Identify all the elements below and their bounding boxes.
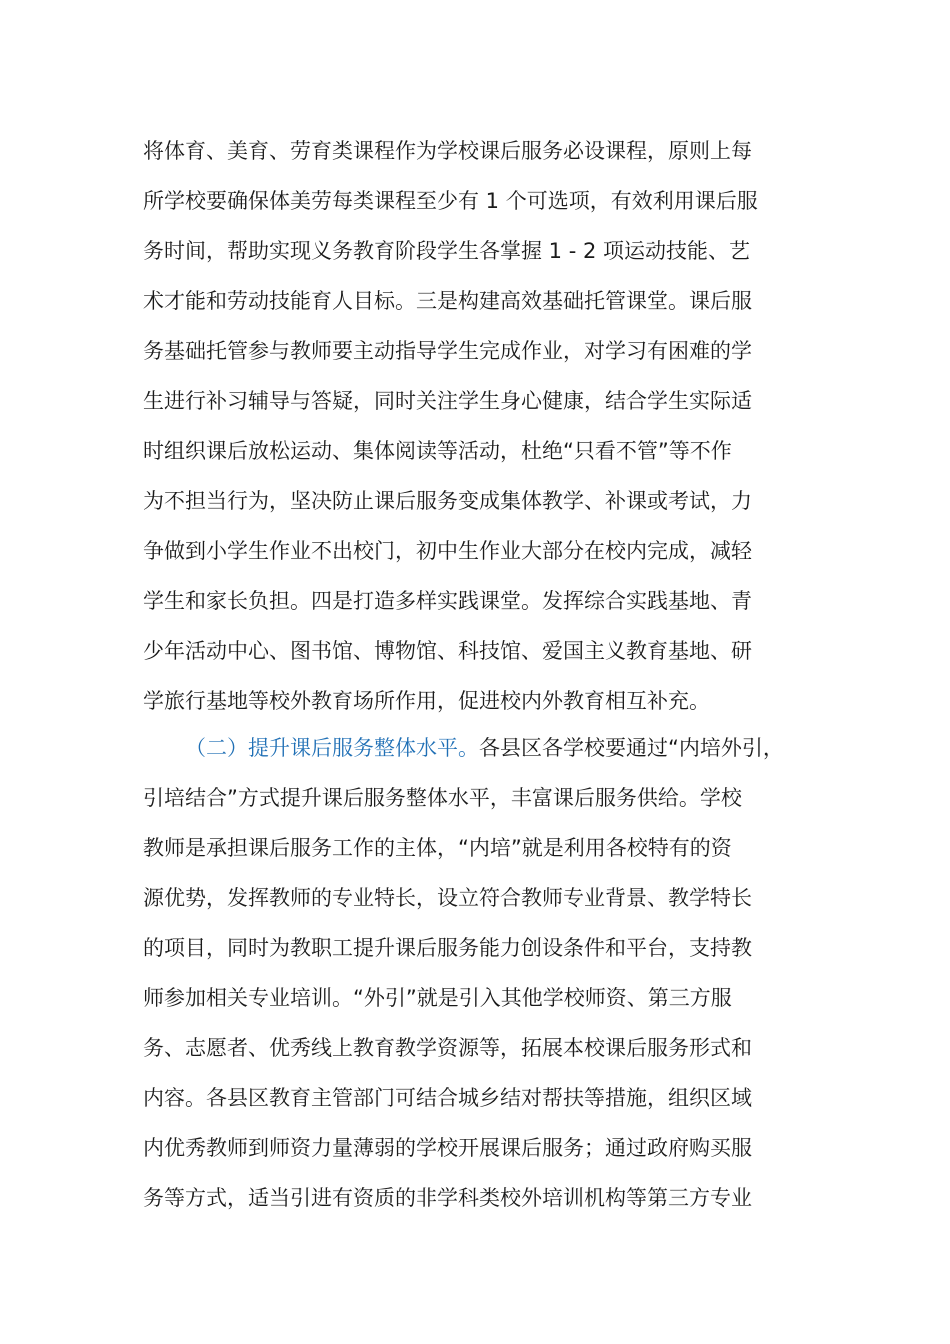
paragraph-line: 务、志愿者、优秀线上教育教学资源等，拓展本校课后服务形式和 xyxy=(143,1036,752,1060)
paragraph-line: 为不担当行为，坚决防止课后服务变成集体教学、补课或考试，力 xyxy=(143,489,752,513)
section-heading: （二）提升课后服务整体水平。 xyxy=(185,736,479,760)
paragraph-line: 时组织课后放松运动、集体阅读等活动，杜绝“只看不管”等不作 xyxy=(143,439,732,463)
paragraph-line: 源优势，发挥教师的专业特长，设立符合教师专业背景、教学特长 xyxy=(143,886,752,910)
paragraph-line: 少年活动中心、图书馆、博物馆、科技馆、爱国主义教育基地、研 xyxy=(143,639,752,663)
paragraph-line: 所学校要确保体美劳每类课程至少有 1 个可选项，有效利用课后服 xyxy=(143,189,758,213)
paragraph-line: 术才能和劳动技能育人目标。三是构建高效基础托管课堂。课后服 xyxy=(143,289,752,313)
paragraph-line: 务等方式，适当引进有资质的非学科类校外培训机构等第三方专业 xyxy=(143,1186,752,1210)
paragraph-line: 内容。各县区教育主管部门可结合城乡结对帮扶等措施，组织区域 xyxy=(143,1086,752,1110)
paragraph-text: 各县区各学校要通过“内培外引， xyxy=(479,736,784,760)
paragraph-line: 学旅行基地等校外教育场所作用，促进校内外教育相互补充。 xyxy=(143,689,710,713)
paragraph-line: 的项目，同时为教职工提升课后服务能力创设条件和平台，支持教 xyxy=(143,936,752,960)
paragraph-line: 争做到小学生作业不出校门，初中生作业大部分在校内完成，减轻 xyxy=(143,539,752,563)
paragraph-line: 将体育、美育、劳育类课程作为学校课后服务必设课程，原则上每 xyxy=(143,139,752,163)
paragraph-line: 内优秀教师到师资力量薄弱的学校开展课后服务；通过政府购买服 xyxy=(143,1136,752,1160)
paragraph-line: 引培结合”方式提升课后服务整体水平，丰富课后服务供给。学校 xyxy=(143,786,742,810)
paragraph-line: 务时间，帮助实现义务教育阶段学生各掌握 1 - 2 项运动技能、艺 xyxy=(143,239,750,263)
paragraph-line: 师参加相关专业培训。“外引”就是引入其他学校师资、第三方服 xyxy=(143,986,732,1010)
paragraph-first-line xyxy=(185,723,865,773)
paragraph-line: 学生和家长负担。四是打造多样实践课堂。发挥综合实践基地、青 xyxy=(143,589,752,613)
paragraph-line: 生进行补习辅导与答疑，同时关注学生身心健康，结合学生实际适 xyxy=(143,389,752,413)
paragraph-line: 教师是承担课后服务工作的主体，“内培”就是利用各校特有的资 xyxy=(143,836,732,860)
paragraph-line: 务基础托管参与教师要主动指导学生完成作业，对学习有困难的学 xyxy=(143,339,752,363)
